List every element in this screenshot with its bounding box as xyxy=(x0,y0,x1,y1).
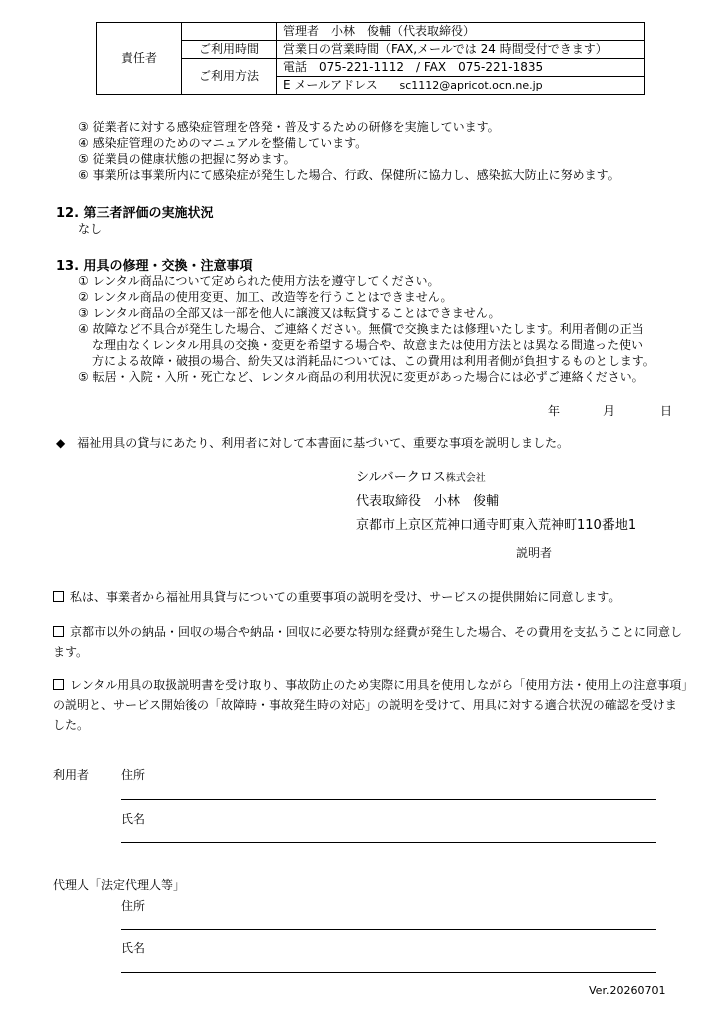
user-label: 利用者 xyxy=(53,768,90,782)
section12-body: なし xyxy=(78,222,103,236)
consent-text: 京都市以外の納品・回収の場合や納品・回収に必要な特別な経費が発生した場合、その費用を支払うことに同意します。 xyxy=(53,625,683,659)
list-item: ④ 故障など不具合が発生した場合、ご連絡ください。無償で交換または修理いたします。利用者側の正当 xyxy=(78,322,644,336)
agent-name-label: 氏名 xyxy=(121,941,146,955)
list-item: ② レンタル商品の使用変更、加工、改造等を行うことはできません。 xyxy=(78,290,453,304)
explainer-label: 説明者 xyxy=(516,546,553,560)
explanation-statement: ◆ 福祉用具の貸与にあたり、利用者に対して本書面に基づいて、重要な事項を説明しました。 xyxy=(56,436,569,450)
responsible-table xyxy=(96,22,645,95)
date-month: 月 xyxy=(603,404,616,418)
consent-text: レンタル用具の取扱説明書を受け取り、事故防止のため実際に用具を使用しながら「使用方法・使用上の注意事項」の説明と、サービス開始後の「故障時・事故発生時の対応」の説明を受けて、用具に対する適合状況の確認を受けました。 xyxy=(53,678,688,732)
section12-title: 12. 第三者評価の実施状況 xyxy=(56,206,214,221)
responsible-head: 責任者 xyxy=(97,23,182,95)
agent-address-line[interactable] xyxy=(121,929,656,930)
user-address-line[interactable] xyxy=(121,799,656,800)
list-item: 方による故障・破損の場合、紛失又は消耗品については、この費用は利用者側が負担するものとします。 xyxy=(92,354,655,368)
section13-title: 13. 用具の修理・交換・注意事項 xyxy=(56,259,253,274)
phone-fax: 電話 075-221-1112 / FAX 075-221-1835 xyxy=(277,59,645,77)
company-suffix: 株式会社 xyxy=(445,473,486,484)
agent-address-label: 住所 xyxy=(121,899,146,913)
list-item: な理由なくレンタル用具の交換・変更を希望する場合や、故意または使用方法とは異なる間違った使い xyxy=(92,338,643,352)
hours-label: ご利用時間 xyxy=(182,41,277,59)
email-row xyxy=(277,77,645,95)
email-address[interactable]: sc1112@apricot.ocn.ne.jp xyxy=(399,79,543,92)
hours-value: 営業日の営業時間（FAX,メールでは 24 時間受付できます） xyxy=(277,41,645,59)
checkbox[interactable] xyxy=(53,626,64,637)
list-item: ① レンタル商品について定められた使用方法を遵守してください。 xyxy=(78,274,440,288)
email-label: E メールアドレス xyxy=(283,78,378,92)
consent-text: 私は、事業者から福祉用具貸与についての重要事項の説明を受け、サービスの提供開始に同意します。 xyxy=(70,590,621,604)
version-label: Ver.20260701 xyxy=(589,984,666,997)
list-item: ③ 従業者に対する感染症管理を啓発・普及するための研修を実施しています。 xyxy=(78,120,500,134)
company-rep: 代表取締役 小林 俊輔 xyxy=(356,494,500,509)
list-item: ⑤ 転居・入院・入所・死亡など、レンタル商品の利用状況に変更があった場合には必ずご連絡ください。 xyxy=(78,370,644,384)
consent-item-3 xyxy=(53,675,688,735)
consent-item-2 xyxy=(53,622,688,662)
manager-value: 管理者 小林 俊輔（代表取締役） xyxy=(277,23,645,41)
agent-label: 代理人「法定代理人等」 xyxy=(53,878,186,892)
company-address: 京都市上京区荒神口通寺町東入荒神町110番地1 xyxy=(356,518,637,533)
date-year: 年 xyxy=(548,404,561,418)
list-item: ⑥ 事業所は事業所内にて感染症が発生した場合、行政、保健所に協力し、感染拡大防止に努めます。 xyxy=(78,168,620,182)
consent-item-1 xyxy=(53,587,688,607)
date-day: 日 xyxy=(660,404,673,418)
infection-list xyxy=(78,119,620,183)
list-item: ④ 感染症管理のためのマニュアルを整備しています。 xyxy=(78,136,368,150)
checkbox[interactable] xyxy=(53,591,64,602)
list-item: ⑤ 従業員の健康状態の把握に努めます。 xyxy=(78,152,296,166)
user-address-label: 住所 xyxy=(121,768,146,782)
user-name-line[interactable] xyxy=(121,842,656,843)
list-item: ③ レンタル商品の全部又は一部を他人に譲渡又は転貸することはできません。 xyxy=(78,306,501,320)
checkbox[interactable] xyxy=(53,679,64,690)
company-name-text: シルバークロス xyxy=(356,470,446,485)
agent-name-line[interactable] xyxy=(121,972,656,973)
company-name xyxy=(356,466,486,485)
method-label: ご利用方法 xyxy=(182,59,277,95)
user-name-label: 氏名 xyxy=(121,812,146,826)
section13-list xyxy=(78,273,655,385)
manager-label-cell xyxy=(182,23,277,41)
